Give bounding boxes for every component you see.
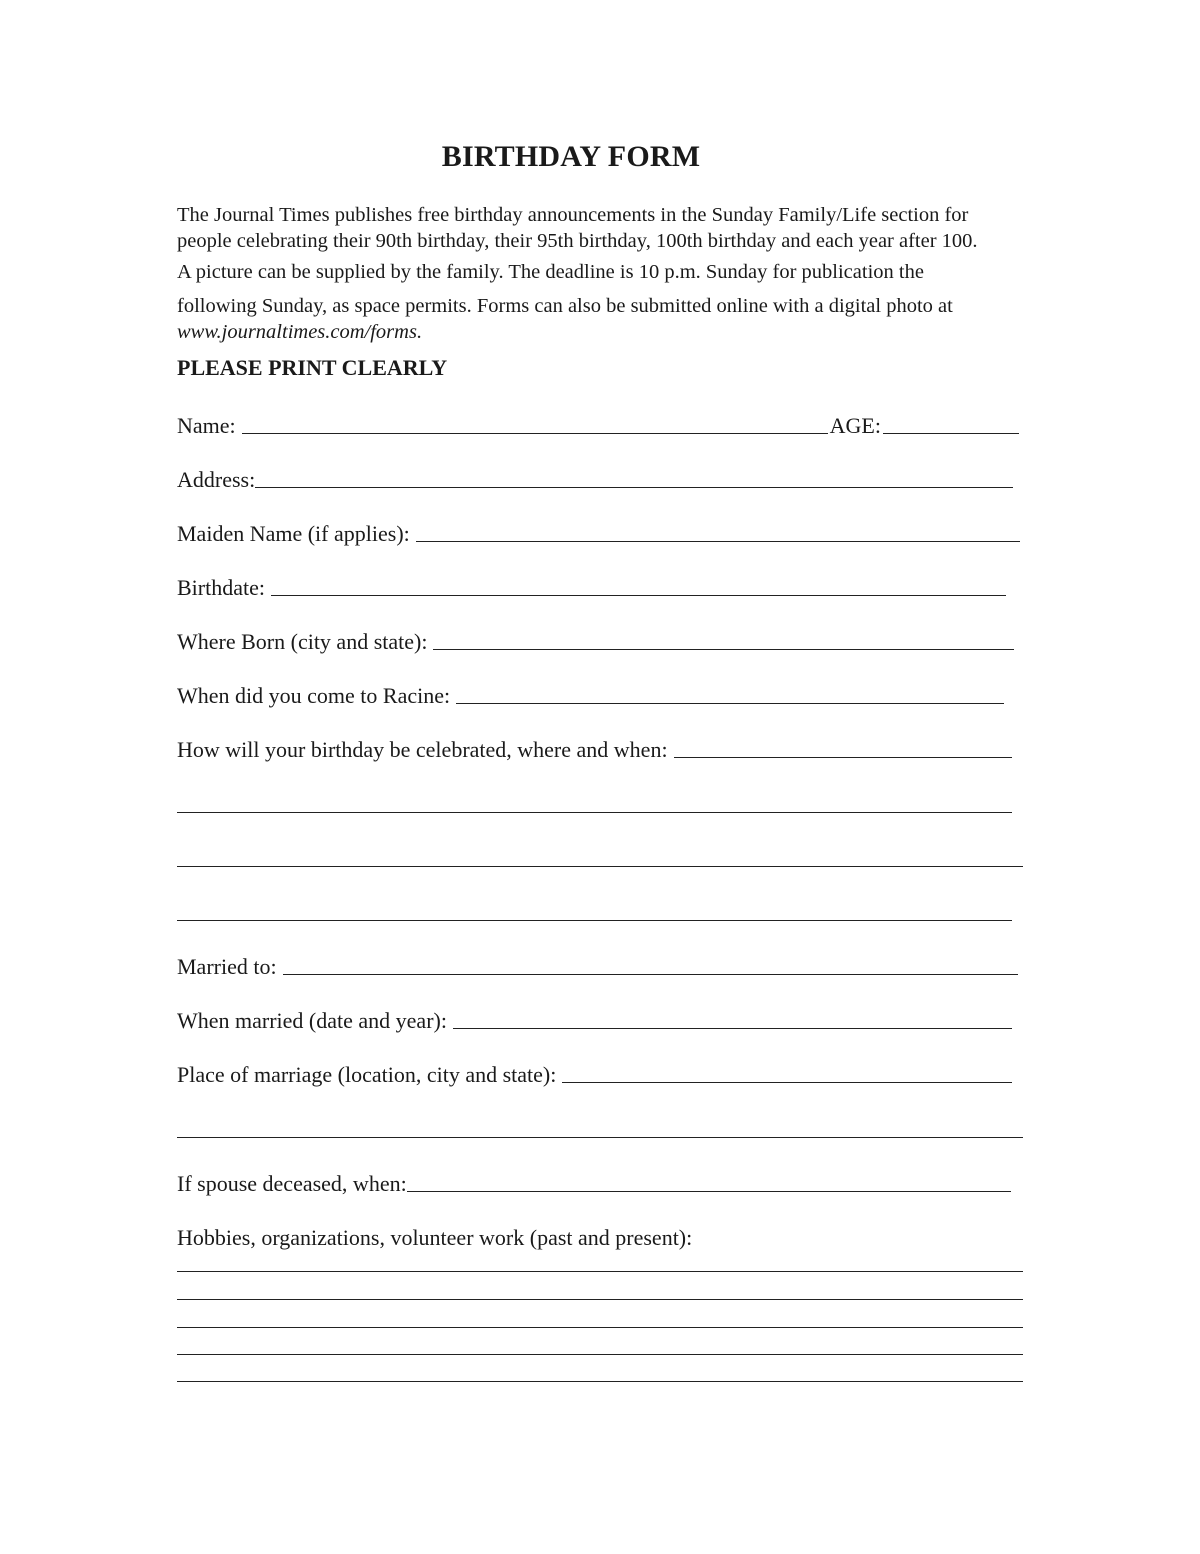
maiden-name-label: Maiden Name (if applies): — [177, 521, 410, 546]
print-clearly-instruction: PLEASE PRINT CLEARLY — [177, 355, 448, 380]
place-of-marriage-label: Place of marriage (location, city and state): — [177, 1062, 557, 1087]
intro-line-3: A picture can be supplied by the family. The deadline is 10 p.m. Sunday for publication the — [177, 261, 924, 283]
intro-line-4: following Sunday, as space permits. Forms can also be submitted online with a digital photo at — [177, 295, 953, 317]
came-to-racine-label: When did you come to Racine: — [177, 683, 451, 708]
address-label: Address: — [177, 467, 256, 492]
birthdate-input[interactable] — [271, 595, 1006, 596]
hobbies-label: Hobbies, organizations, volunteer work (past and present): — [177, 1225, 693, 1250]
age-label: AGE: — [829, 413, 881, 438]
came-to-racine-row — [177, 677, 1004, 707]
name-age-row — [177, 407, 1019, 437]
where-born-row — [177, 623, 1014, 653]
married-to-input[interactable] — [283, 974, 1018, 975]
hobbies-row — [177, 1219, 1023, 1249]
place-of-marriage-row — [177, 1056, 1012, 1086]
came-to-racine-input[interactable] — [456, 703, 1004, 704]
when-married-label: When married (date and year): — [177, 1008, 447, 1033]
hobbies-line-1[interactable] — [177, 1271, 1023, 1272]
birthdate-label: Birthdate: — [177, 575, 265, 600]
spouse-deceased-label: If spouse deceased, when: — [177, 1171, 407, 1196]
name-input[interactable] — [242, 433, 828, 434]
when-married-input[interactable] — [453, 1028, 1012, 1029]
age-input[interactable] — [883, 433, 1019, 434]
celebration-label: How will your birthday be celebrated, where and when: — [177, 737, 668, 762]
married-to-row — [177, 948, 1018, 978]
maiden-name-input[interactable] — [416, 541, 1020, 542]
celebration-extra-line-3[interactable] — [177, 920, 1012, 921]
hobbies-line-2[interactable] — [177, 1299, 1023, 1300]
address-row — [177, 461, 1013, 491]
intro-line-1: The Journal Times publishes free birthday announcements in the Sunday Family/Life section for — [177, 204, 969, 226]
celebration-extra-line-2[interactable] — [177, 866, 1023, 867]
celebration-row — [177, 731, 1012, 761]
celebration-extra-line-1[interactable] — [177, 812, 1012, 813]
address-input[interactable] — [255, 487, 1013, 488]
where-born-input[interactable] — [433, 649, 1014, 650]
spouse-deceased-row — [177, 1165, 1011, 1195]
hobbies-line-3[interactable] — [177, 1327, 1023, 1328]
intro-line-2: people celebrating their 90th birthday, their 95th birthday, 100th birthday and each year after 100. — [177, 230, 978, 252]
spouse-deceased-input[interactable] — [407, 1191, 1011, 1192]
place-of-marriage-input[interactable] — [562, 1082, 1012, 1083]
hobbies-line-4[interactable] — [177, 1354, 1023, 1355]
form-title: BIRTHDAY FORM — [441, 140, 701, 173]
celebration-input[interactable] — [674, 757, 1012, 758]
when-married-row — [177, 1002, 1012, 1032]
maiden-name-row — [177, 515, 1020, 545]
married-to-label: Married to: — [177, 954, 277, 979]
name-label: Name: — [177, 413, 236, 438]
birthdate-row — [177, 569, 1006, 599]
where-born-label: Where Born (city and state): — [177, 629, 428, 654]
intro-url-line: www.journaltimes.com/forms. — [177, 321, 423, 343]
hobbies-line-5[interactable] — [177, 1381, 1023, 1382]
place-of-marriage-extra-line[interactable] — [177, 1137, 1023, 1138]
